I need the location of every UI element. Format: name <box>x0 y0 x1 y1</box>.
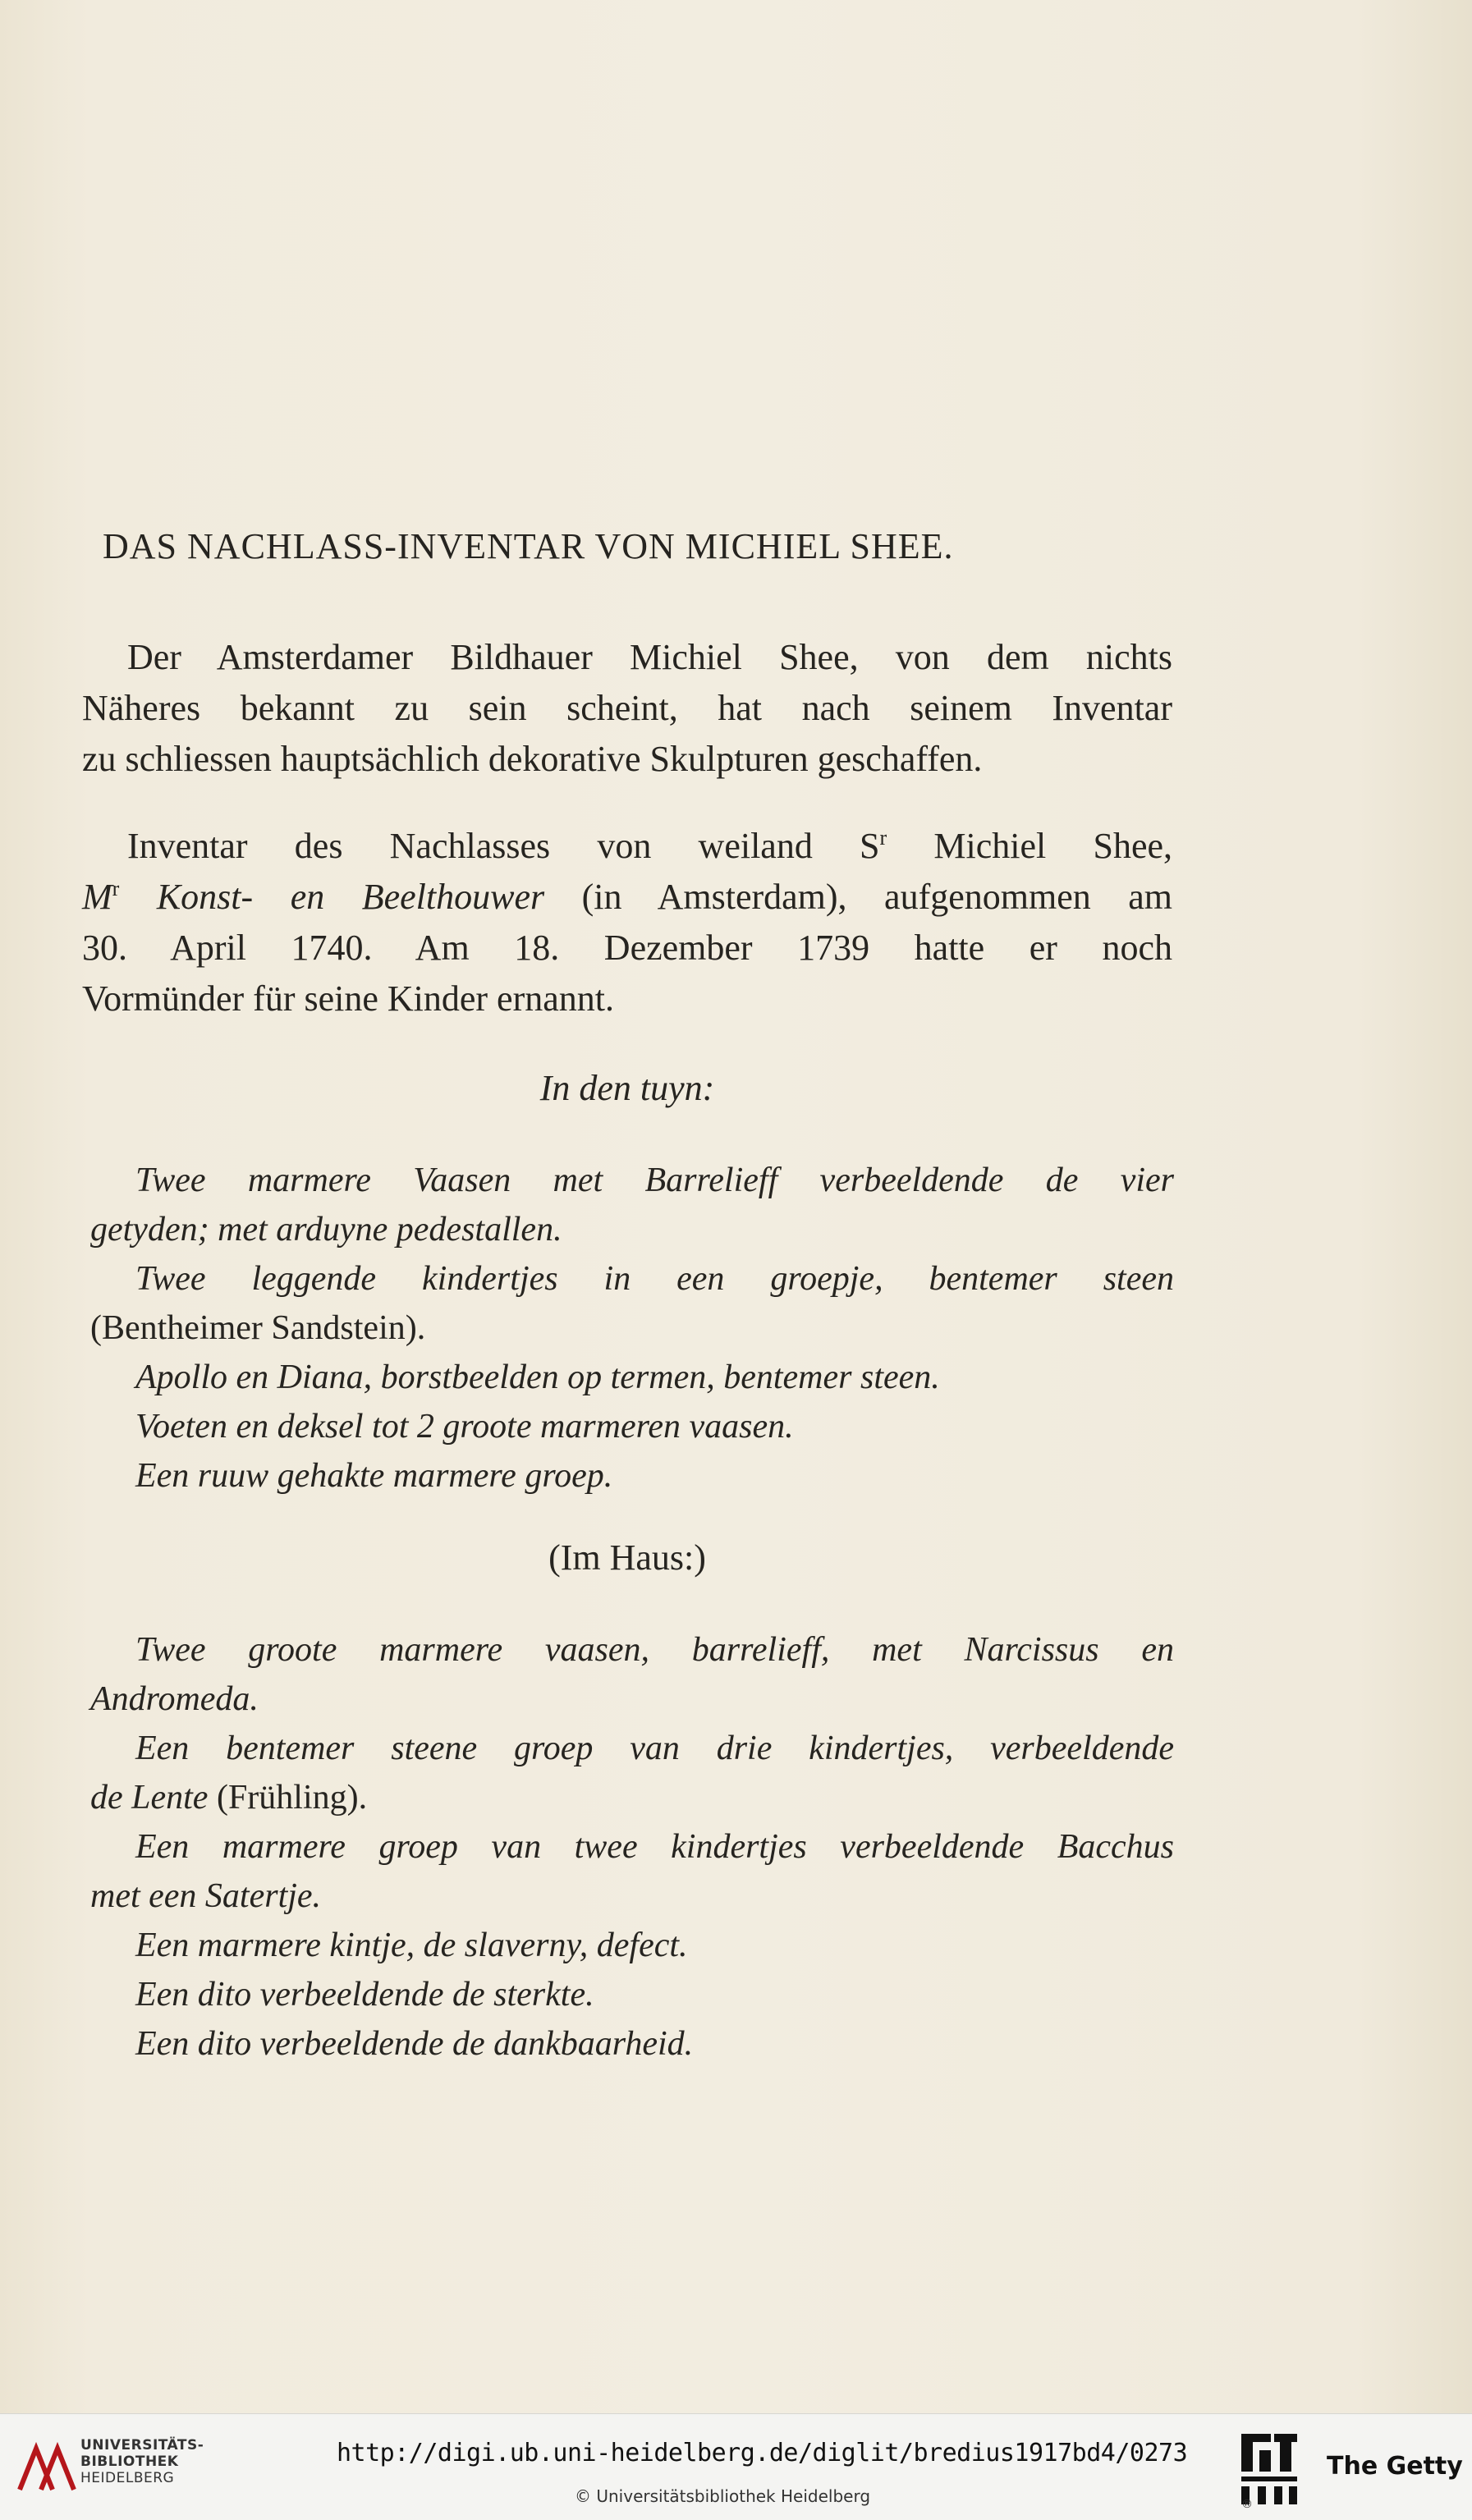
university-library-name: UNIVERSITÄTS- BIBLIOTHEK HEIDELBERG <box>80 2437 204 2486</box>
item-line: Twee groote marmere vaasen, barrelieff, met Narcissus en <box>135 1631 1174 1669</box>
page-title: DAS NACHLASS-INVENTAR VON MICHIEL SHEE. <box>103 526 954 566</box>
registered-mark: ® <box>1241 2498 1253 2511</box>
item-line: Apollo en Diana, borstbeelden op termen, bentemer steen. <box>135 1359 940 1396</box>
section-heading-garden: In den tuyn: <box>539 1068 715 1108</box>
item-line: Een marmere groep van twee kindertjes verbeeldende Bacchus <box>135 1828 1174 1866</box>
permalink-url[interactable]: http://digi.ub.uni-heidelberg.de/diglit/bredius1917bd4/0273 <box>337 2439 1188 2467</box>
getty-label: The Getty <box>1327 2452 1463 2481</box>
item-line: Een bentemer steene groep van drie kindertjes, verbeeldende <box>135 1730 1174 1767</box>
intro-line: Näheres bekannt zu sein scheint, hat nach seinem Inventar <box>82 688 1172 728</box>
inventory-paragraph <box>82 821 1172 1024</box>
garden-items <box>90 1156 1174 1501</box>
item-line: Twee leggende kindertjes in een groepje, bentemer steen <box>135 1260 1174 1298</box>
house-items <box>90 1625 1174 2069</box>
item-line: Een marmere kintje, de slaverny, defect. <box>135 1927 688 1964</box>
item-line: Een dito verbeeldende de sterkte. <box>135 1976 594 2014</box>
item-line: Voeten en deksel tot 2 groote marmeren vaasen. <box>135 1408 794 1446</box>
section-heading-house: (Im Haus:) <box>548 1537 706 1578</box>
item-line: de Lente (Frühling). <box>90 1779 368 1817</box>
item-line: getyden; met arduyne pedestallen. <box>90 1211 562 1249</box>
item-line: Een dito verbeeldende de dankbaarheid. <box>135 2025 694 2063</box>
item-line: (Bentheimer Sandstein). <box>90 1309 426 1347</box>
item-line: Twee marmere Vaasen met Barrelieff verbeeldende de vier <box>135 1161 1174 1199</box>
intro-paragraph <box>82 632 1172 785</box>
inventory-line: $M^r$ Konst- en Beelthouwer (in Amsterdam), aufgenommen am <box>82 877 1172 917</box>
intro-line: zu schliessen hauptsächlich dekorative Skulpturen geschaffen. <box>82 739 983 779</box>
item-line: Andromeda. <box>90 1680 259 1718</box>
inventory-line: Inventar des Nachlasses von weiland $S^r$ Michiel Shee, <box>127 826 1173 866</box>
copyright-notice: © Universitätsbibliothek Heidelberg <box>575 2486 871 2506</box>
inventory-line: Vormünder für seine Kinder ernannt. <box>82 978 614 1019</box>
inventory-line: 30. April 1740. Am 18. Dezember 1739 hatte er noch <box>82 928 1172 968</box>
intro-line: Der Amsterdamer Bildhauer Michiel Shee, von dem nichts <box>127 637 1172 677</box>
footer-bar <box>0 2413 1472 2520</box>
item-line: Een ruuw gehakte marmere groep. <box>135 1457 613 1495</box>
getty-logo-icon <box>1236 2426 1302 2509</box>
item-line: met een Satertje. <box>90 1877 322 1915</box>
